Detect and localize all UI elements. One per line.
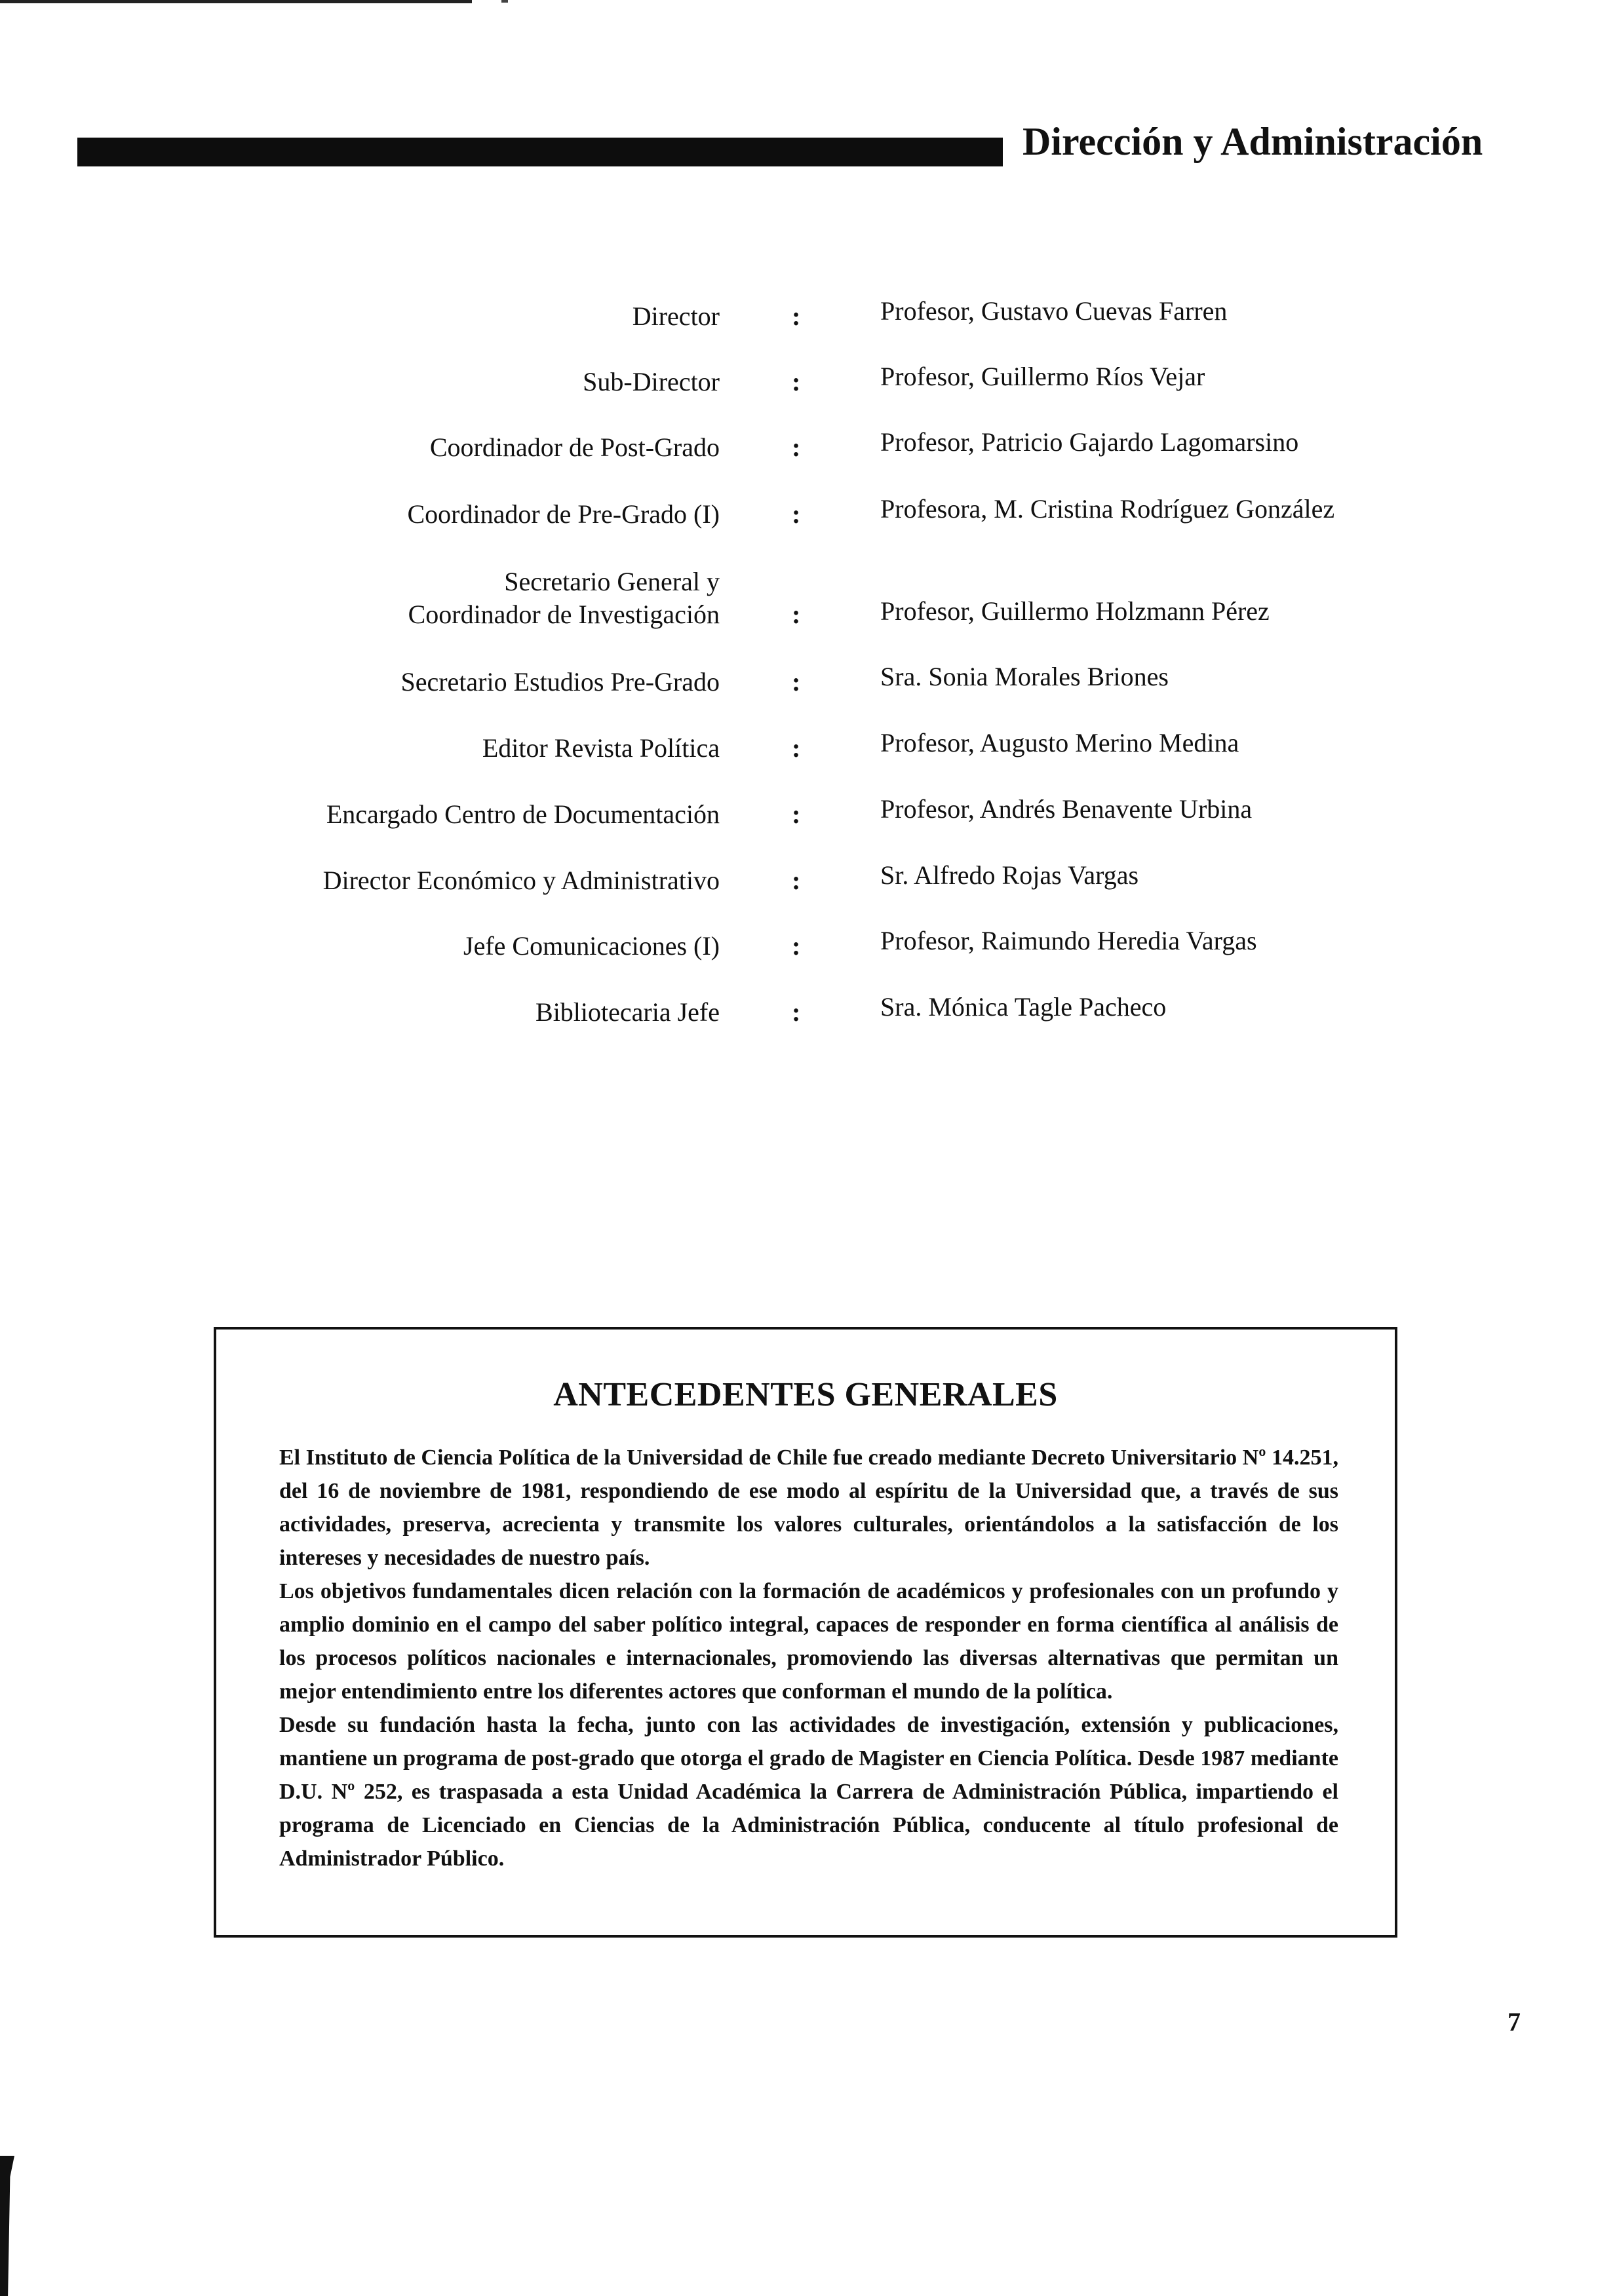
antecedentes-body [279, 1441, 1338, 1875]
antecedentes-paragraph: Desde su fundación hasta la fecha, junto con las actividades de investigación, extensión y publicaciones, mantiene un programa de post-grado que otorga el grado de Magister en Ciencia Política. Desde 1987 mediante D.U. Nº 252, es traspasada a esta Unidad Académica la Carrera de Administración Pública, impartiendo el programa de Licenciado en Ciencias de la Administración Pública, conducente al título profesional de Administrador Público. [279, 1713, 1338, 1871]
page-title: Dirección y Administración [1022, 120, 1483, 163]
antecedentes-box [214, 1327, 1397, 1938]
staff-role: Coordinador de Post-Grado [429, 432, 720, 462]
staff-separator: : [792, 931, 801, 961]
staff-role: Secretario Estudios Pre-Grado [400, 667, 720, 697]
scan-artifact-left-mark [0, 2156, 14, 2296]
staff-name: Profesor, Guillermo Ríos Vejar [880, 362, 1205, 391]
staff-role: Editor Revista Política [482, 733, 720, 763]
staff-name: Profesor, Guillermo Holzmann Pérez [880, 596, 1270, 626]
staff-separator: : [792, 600, 801, 629]
staff-separator: : [792, 432, 801, 462]
staff-name: Profesora, M. Cristina Rodríguez González [880, 494, 1335, 524]
staff-name: Sra. Mónica Tagle Pacheco [880, 992, 1167, 1022]
staff-role: Sub-Director [583, 367, 720, 396]
staff-separator: : [792, 367, 801, 396]
staff-separator: : [792, 301, 801, 331]
scan-artifact-top-dot [501, 0, 508, 3]
staff-name: Profesor, Augusto Merino Medina [880, 728, 1239, 757]
staff-name: Profesor, Gustavo Cuevas Farren [880, 296, 1228, 326]
staff-role-line-2: Coordinador de Investigación [408, 600, 720, 629]
staff-name: Profesor, Raimundo Heredia Vargas [880, 926, 1257, 955]
staff-separator: : [792, 667, 801, 697]
antecedentes-paragraph: El Instituto de Ciencia Política de la Universidad de Chile fue creado mediante Decreto Universitario Nº 14.251, del 16 de noviembre de 1981, respondiendo de ese modo al espíritu de la Universidad que, a través de sus actividades, preserva, acrecienta y transmite los valores culturales, orientándolos a la satisfacción de los intereses y necesidades de nuestro país. [279, 1445, 1338, 1570]
staff-role: Director [632, 301, 720, 331]
staff-role: Bibliotecaria Jefe [535, 997, 720, 1027]
staff-name: Profesor, Andrés Benavente Urbina [880, 794, 1253, 824]
staff-role: Jefe Comunicaciones (I) [463, 931, 720, 961]
staff-separator: : [792, 866, 801, 895]
staff-role: Coordinador de Pre-Grado (I) [407, 499, 720, 529]
header-rule-bar [77, 138, 1003, 166]
staff-role: Director Económico y Administrativo [322, 866, 720, 895]
staff-role: Encargado Centro de Documentación [326, 799, 720, 829]
staff-separator: : [792, 499, 801, 529]
staff-name: Profesor, Patricio Gajardo Lagomarsino [880, 427, 1299, 457]
scan-artifact-top-line [0, 0, 472, 3]
page-number: 7 [1508, 2007, 1521, 2037]
staff-name: Sr. Alfredo Rojas Vargas [880, 860, 1139, 890]
staff-separator: : [792, 799, 801, 829]
staff-name: Sra. Sonia Morales Briones [880, 662, 1169, 691]
staff-separator: : [792, 733, 801, 763]
antecedentes-heading: ANTECEDENTES GENERALES [553, 1376, 1058, 1413]
antecedentes-paragraph: Los objetivos fundamentales dicen relación con la formación de académicos y profesionales con un profundo y amplio dominio en el campo del saber político integral, capaces de responder en forma científica al análisis de los procesos políticos nacionales e internacionales, promoviendo las diversas alternativas que permitan un mejor entendimiento entre los diferentes actores que conforman el mundo de la política. [279, 1579, 1338, 1704]
staff-separator: : [792, 997, 801, 1027]
staff-role-line-1: Secretario General y [504, 567, 720, 596]
